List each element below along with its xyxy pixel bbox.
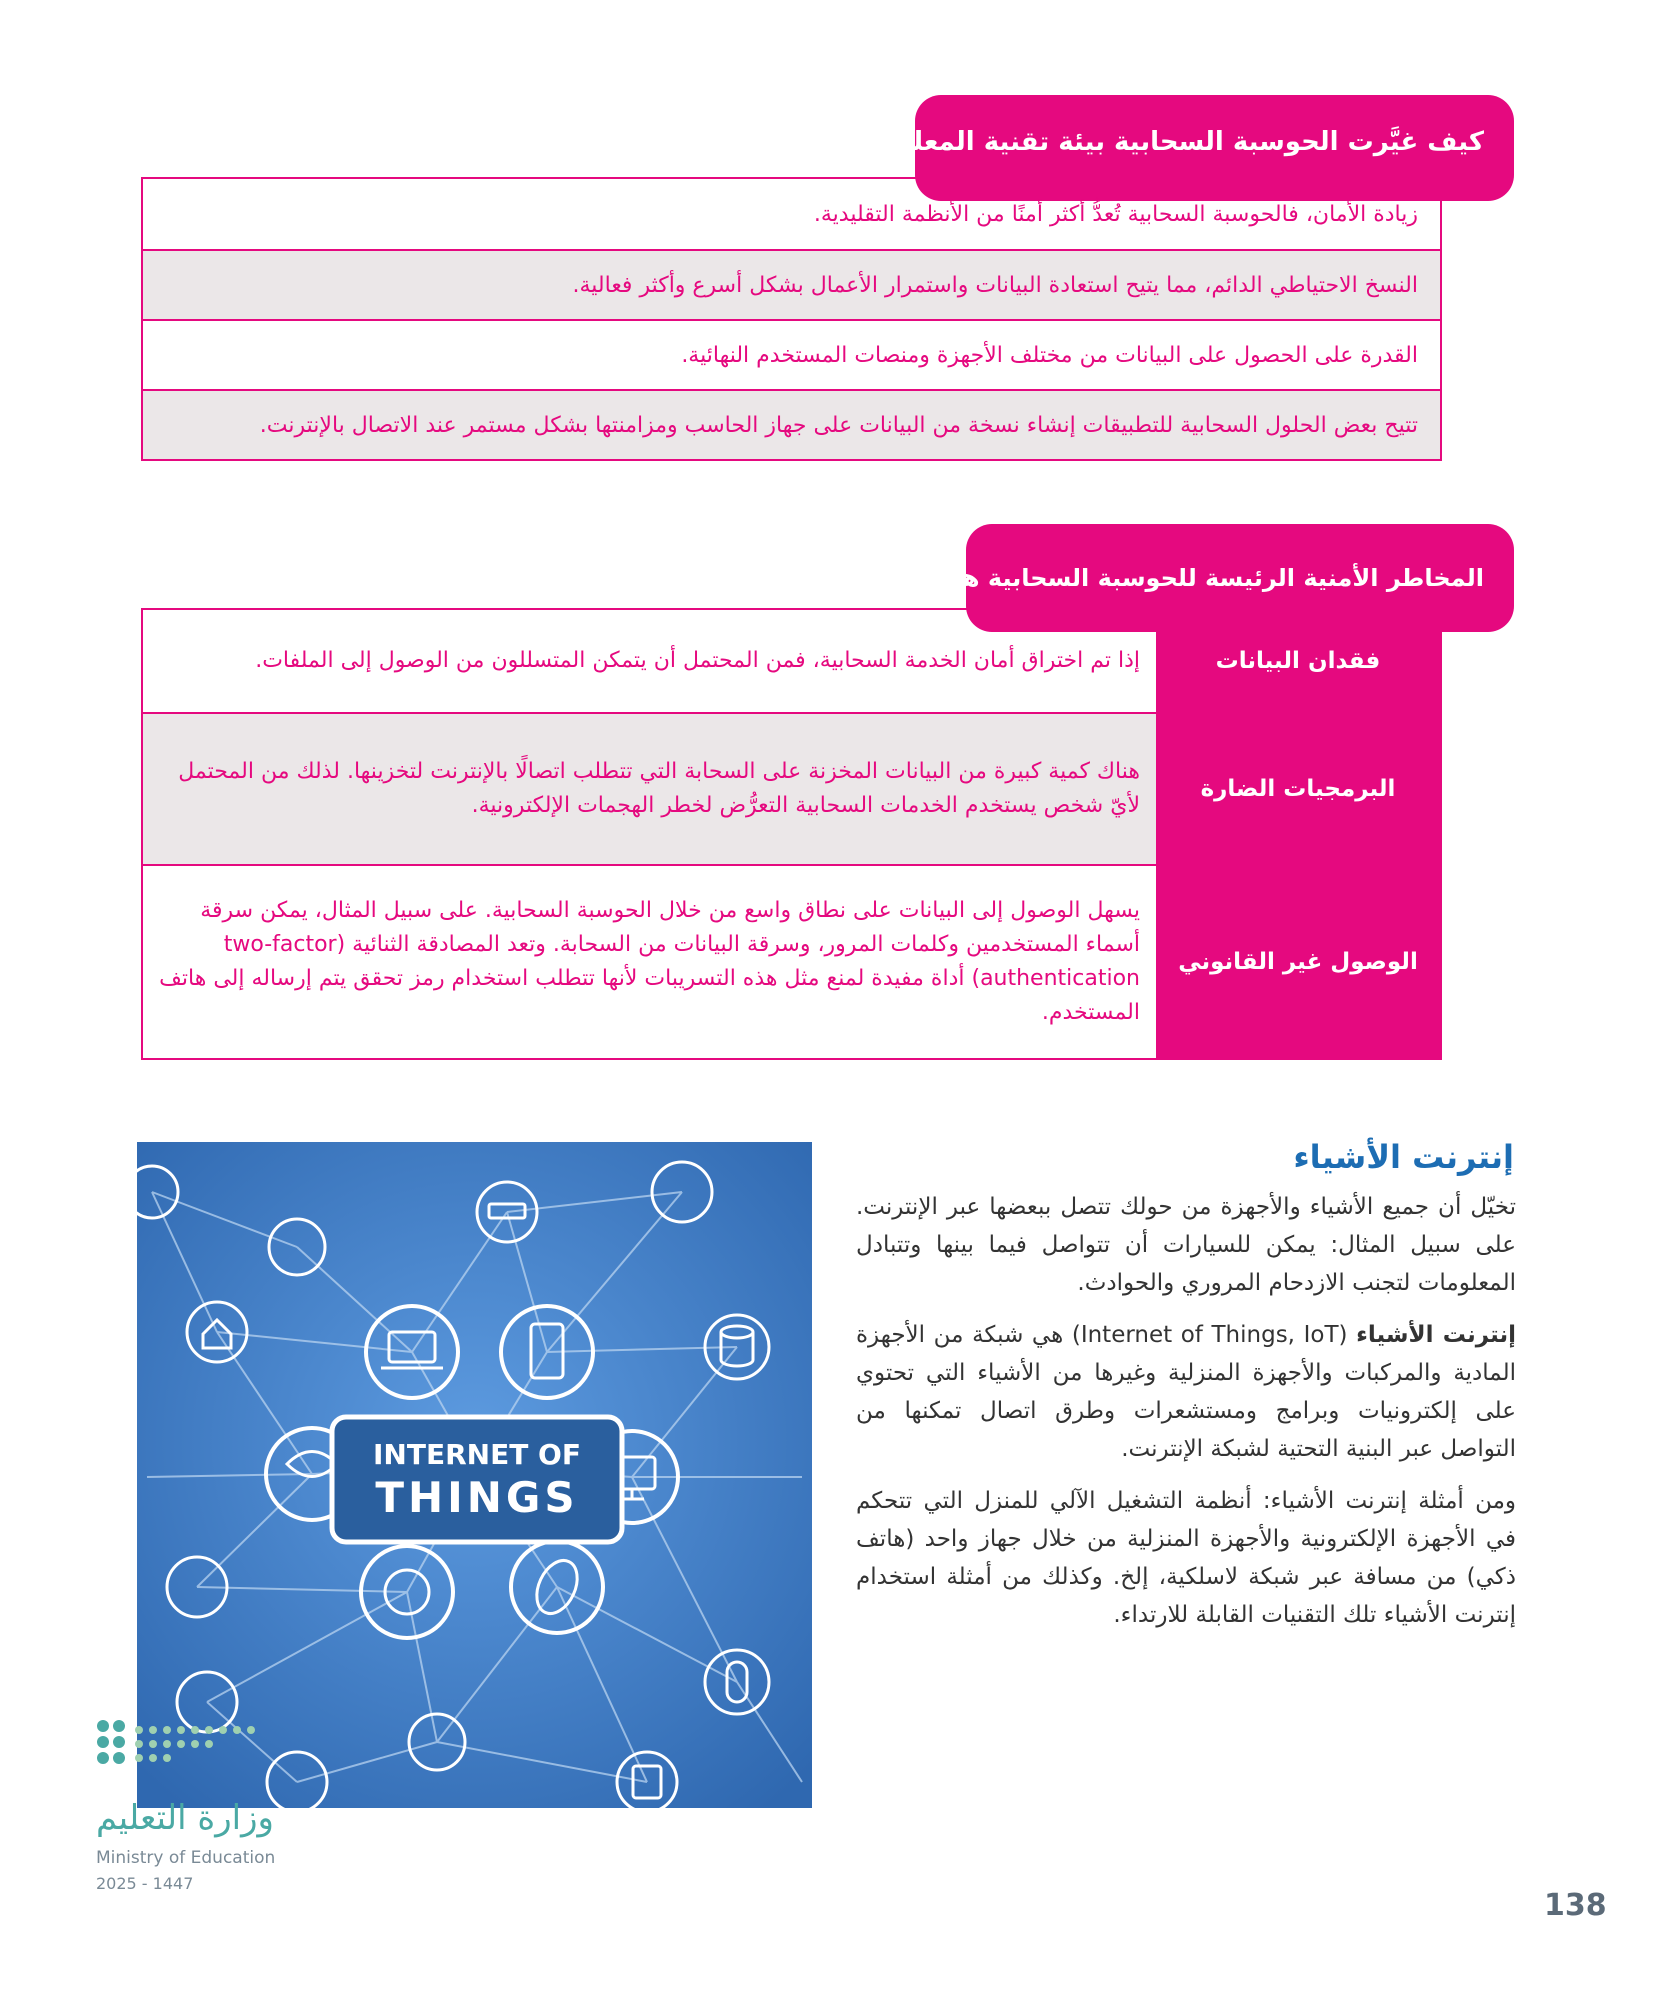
table-row bbox=[143, 610, 1440, 712]
ministry-logo bbox=[95, 1718, 325, 1802]
table-row: زيادة الأمان، فالحوسبة السحابية تُعدُّ أكثر أمنًا من الأنظمة التقليدية. bbox=[813, 201, 1418, 227]
section2-title: المخاطر الأمنية الرئيسة للحوسبة السحابية هي: bbox=[929, 564, 1484, 592]
risk-description: إذا تم اختراق أمان الخدمة السحابية، فمن المحتمل أن يتمكن المتسللون من الوصول إلى الملفات. bbox=[255, 648, 1140, 673]
iot-paragraph-2 bbox=[856, 1316, 1516, 1468]
iot-body bbox=[856, 1188, 1516, 1648]
iot-image-line1: INTERNET OF bbox=[373, 1438, 581, 1471]
iot-term: إنترنت الأشياء bbox=[1356, 1322, 1516, 1348]
section1-title: كيف غيَّرت الحوسبة السحابية بيئة تقنية المعلومات؟ bbox=[829, 127, 1484, 157]
iot-paragraph-3: ومن أمثلة إنترنت الأشياء: أنظمة التشغيل الآلي للمنزل التي تتحكم في الأجهزة الإلكترونية والأجهزة المنزلية من خلال جهاز واحد (هاتف ذكي) من مسافة عبر شبكة لاسلكية، إلخ. وكذلك من أمثلة استخدام إنترنت الأشياء تلك التقنيات القابلة للارتداء. bbox=[856, 1488, 1516, 1628]
ministry-year: 2025 - 1447 bbox=[96, 1874, 194, 1893]
table-row: تتيح بعض الحلول السحابية للتطبيقات إنشاء نسخة من البيانات على جهاز الحاسب ومزامنتها بشكل مستمر عند الاتصال بالإنترنت. bbox=[143, 389, 1440, 459]
risk-description: هناك كمية كبيرة من البيانات المخزنة على السحابة التي تتطلب اتصالًا بالإنترنت لتخزينها. لذلك من المحتمل لأيّ شخص يستخدم الخدمات السحابية التعرُّض لخطر الهجمات الإلكترونية. bbox=[143, 714, 1156, 864]
table-row bbox=[143, 864, 1440, 1058]
iot-heading: إنترنت الأشياء bbox=[1293, 1138, 1514, 1176]
section1-table bbox=[141, 177, 1442, 461]
risk-name: البرمجيات الضارة bbox=[1156, 714, 1440, 864]
table-row: القدرة على الحصول على البيانات من مختلف الأجهزة ومنصات المستخدم النهائية. bbox=[143, 319, 1440, 389]
section2-table bbox=[141, 608, 1442, 1060]
iot-illustration bbox=[137, 1142, 812, 1808]
risk-description: يسهل الوصول إلى البيانات على نطاق واسع من خلال الحوسبة السحابية. على سبيل المثال، يمكن سرقة أسماء المستخدمين وكلمات المرور، وسرقة البيانات من السحابة. وتعد المصادقة الثنائية (two-factor authentication) أداة مفيدة لمنع مثل هذه التسريبات لأنها تتطلب استخدام رمز تحقق يتم إرساله إلى هاتف المستخدم. bbox=[159, 898, 1140, 1025]
table-row: النسخ الاحتياطي الدائم، مما يتيح استعادة البيانات واستمرار الأعمال بشكل أسرع وأكثر فعالية. bbox=[143, 249, 1440, 319]
risk-name: الوصول غير القانوني bbox=[1156, 866, 1440, 1058]
table-row bbox=[143, 712, 1440, 864]
iot-image-line2: THINGS bbox=[375, 1473, 579, 1522]
iot-paragraph-1: تخيّل أن جميع الأشياء والأجهزة من حولك تتصل ببعضها عبر الإنترنت. على سبيل المثال: يمكن للسيارات أن تتواصل فيما بينها وتتبادل المعلومات لتجنب الازدحام المروري والحوادث. bbox=[856, 1194, 1516, 1296]
iot-definition: (Internet of Things, IoT) هي شبكة من الأجهزة المادية والمركبات والأجهزة المنزلية وغيرها من الأشياء التي تحتوي على إلكترونيات وبرامج ومستشعرات وطرق اتصال تمكنها من التواصل عبر البنية التحتية لشبكة الإنترنت. bbox=[856, 1322, 1516, 1462]
ministry-name-english: Ministry of Education bbox=[96, 1848, 276, 1868]
ministry-name-arabic: وزارة التعليم bbox=[96, 1798, 274, 1838]
risk-name: فقدان البيانات bbox=[1156, 610, 1440, 712]
page-number: 138 bbox=[1544, 1888, 1607, 1923]
